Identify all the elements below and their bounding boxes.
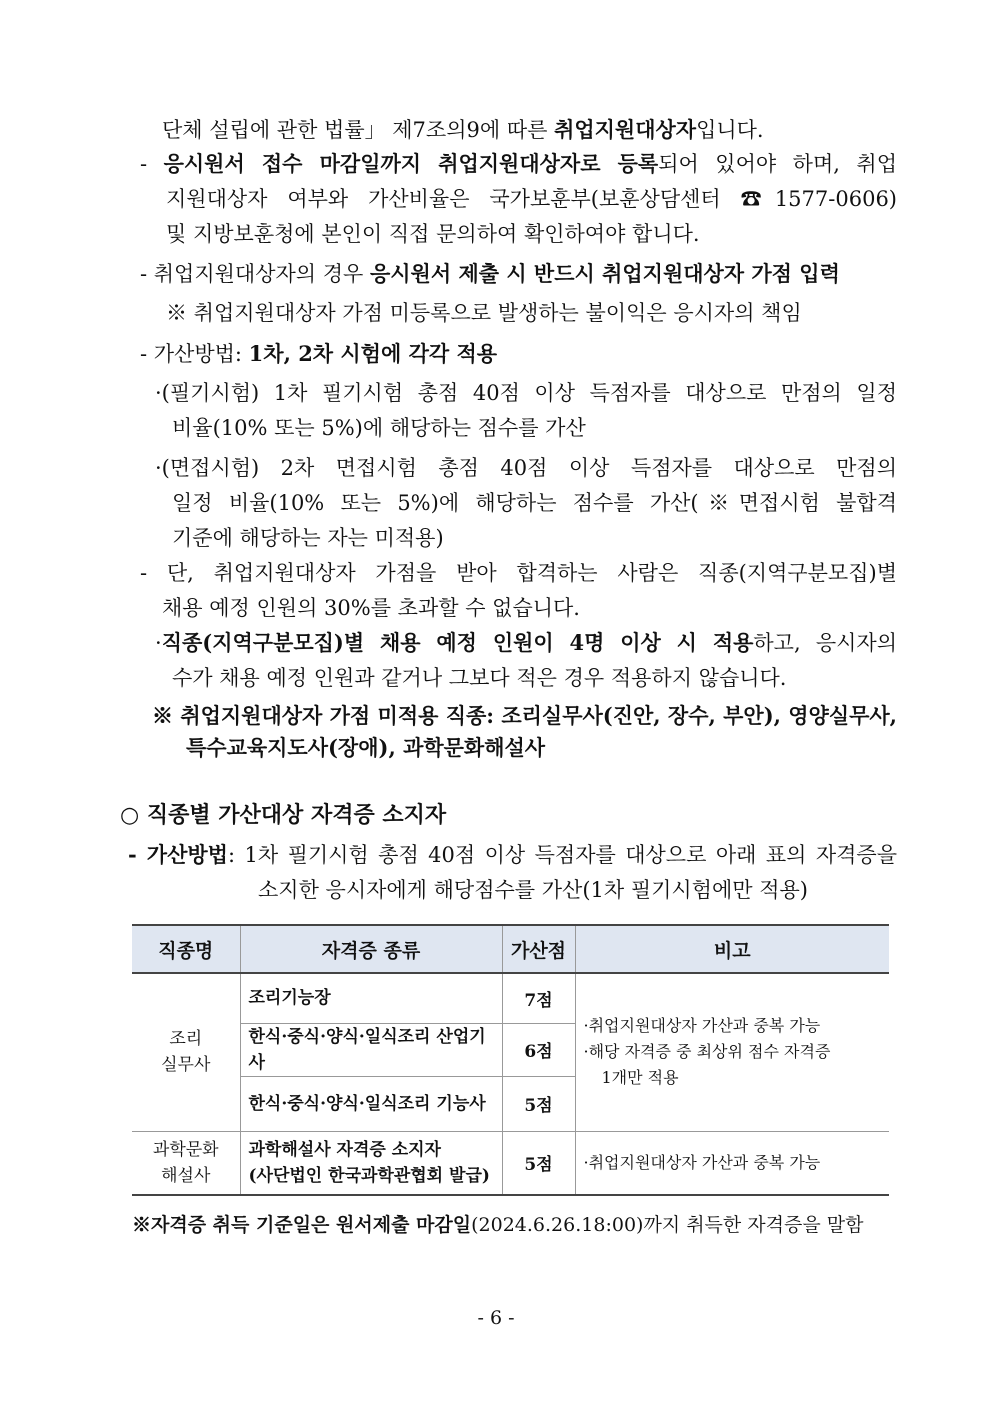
page-number: - 6 - [477, 1307, 515, 1329]
paragraph-line-12: 기준에 해당하는 자는 미적용) [172, 526, 444, 550]
paragraph-line-9: 비율(10% 또는 5%)에 해당하는 점수를 가산 [172, 416, 586, 440]
paragraph-line-11: 일정 비율(10% 또는 5%)에 해당하는 점수를 가산(※면접시험 불합격 [172, 491, 897, 515]
cert-cell: 한식·중식·양식·일식조리 산업기사 [240, 1023, 502, 1076]
paragraph-line-3: 지원대상자 여부와 가산비율은 국가보훈부(보훈상담센터 ☎1577-0606) [166, 187, 897, 211]
paragraph-line-17: ※ 취업지원대상자 가점 미적용 직종: 조리실무사(진안, 장수, 부안), 영양실무사, [152, 703, 897, 728]
paragraph-line-2: - 응시원서 접수 마감일까지 취업지원대상자로 등록되어 있어야 하며, 취업 [140, 151, 897, 176]
section-heading: ○ 직종별 가산대상 자격증 소지자 [120, 802, 447, 828]
paragraph-line-7: - 가산방법: 1차, 2차 시험에 각각 적용 [140, 341, 498, 366]
paragraph-line-16: 수가 채용 예정 인원과 같거나 그보다 적은 경우 적용하지 않습니다. [172, 666, 787, 690]
certificate-points-table [132, 924, 889, 1196]
note-cell-science: ·취업지원대상자 가산과 중복 가능 [575, 1131, 889, 1195]
table-row [132, 973, 889, 1023]
header-points: 가산점 [502, 925, 575, 973]
method-line-1: - 가산방법: 1차 필기시험 총점 40점 이상 득점자를 대상으로 아래 표의 자격증을 [128, 842, 897, 867]
paragraph-line-14: 채용 예정 인원의 30%를 초과할 수 없습니다. [162, 596, 580, 620]
footnote: ※자격증 취득 기준일은 원서제출 마감일(2024.6.26.18:00)까지 취득한 자격증을 말함 [132, 1214, 864, 1236]
points-cell: 6점 [502, 1023, 575, 1076]
cert-cell: 한식·중식·양식·일식조리 기능사 [240, 1076, 502, 1131]
points-cell: 5점 [502, 1076, 575, 1131]
paragraph-line-4: 및 지방보훈청에 본인이 직접 문의하여 확인하여야 합니다. [166, 222, 700, 246]
header-cert: 자격증 종류 [240, 925, 502, 973]
table-header-row [132, 925, 889, 973]
cert-cell: 과학해설사 자격증 소지자 (사단법인 한국과학관협회 발급) [240, 1131, 502, 1195]
paragraph-line-8: ·(필기시험) 1차 필기시험 총점 40점 이상 득점자를 대상으로 만점의 일정 [155, 381, 897, 405]
paragraph-line-5: - 취업지원대상자의 경우 응시원서 제출 시 반드시 취업지원대상자 가점 입력 [140, 261, 840, 286]
points-cell: 5점 [502, 1131, 575, 1195]
paragraph-line-13: - 단, 취업지원대상자 가점을 받아 합격하는 사람은 직종(지역구분모집)별 [140, 561, 897, 585]
paragraph-line-18: 특수교육지도사(장애), 과학문화해설사 [186, 735, 546, 760]
paragraph-line-15: ·직종(지역구분모집)별 채용 예정 인원이 4명 이상 시 적용하고, 응시자의 [155, 630, 897, 655]
method-line-2: 소지한 응시자에게 해당점수를 가산(1차 필기시험에만 적용) [258, 878, 808, 902]
paragraph-line-10: ·(면접시험) 2차 면접시험 총점 40점 이상 득점자를 대상으로 만점의 [155, 456, 897, 480]
job-cell-science: 과학문화 해설사 [132, 1131, 240, 1195]
table-row [132, 1131, 889, 1195]
job-cell-cook: 조리 실무사 [132, 973, 240, 1131]
note-cell-cook: ·취업지원대상자 가산과 중복 가능 ·해당 자격증 중 최상위 점수 자격증 1개만 적용 [575, 973, 889, 1131]
points-cell: 7점 [502, 973, 575, 1023]
paragraph-line-6: ※ 취업지원대상자 가점 미등록으로 발생하는 불이익은 응시자의 책임 [166, 301, 802, 325]
header-note: 비고 [575, 925, 889, 973]
paragraph-line-1: 단체 설립에 관한 법률」 제7조의9에 따른 취업지원대상자입니다. [162, 117, 764, 142]
header-job: 직종명 [132, 925, 240, 973]
cert-cell: 조리기능장 [240, 973, 502, 1023]
